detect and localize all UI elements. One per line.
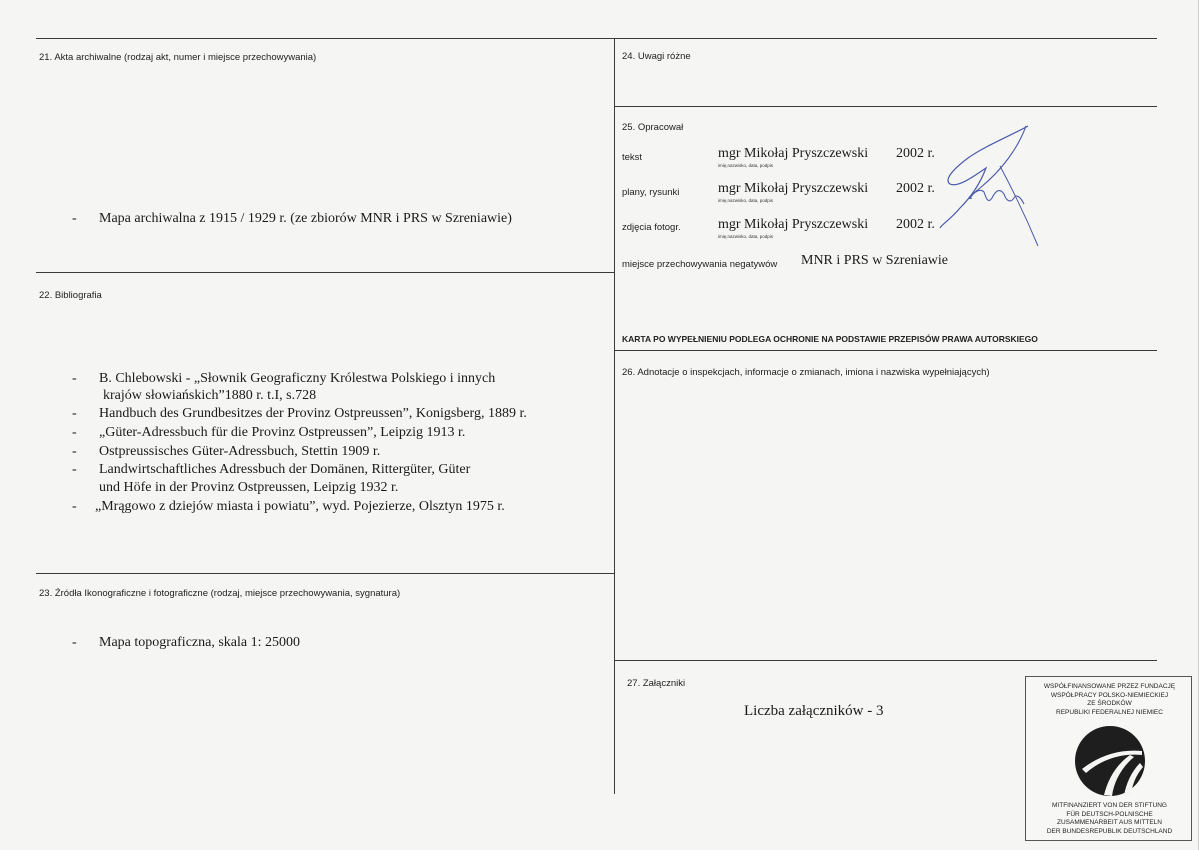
center-divider-line bbox=[614, 38, 615, 794]
attachments-count: Liczba załączników - 3 bbox=[744, 703, 884, 719]
bibliography-item: „Güter-Adressbuch für die Provinz Ostpreussen”, Leipzig 1913 r. bbox=[99, 425, 466, 440]
stamp-line: REPUBLIKI FEDERALNEJ NIEMIEC bbox=[1056, 708, 1163, 716]
author-caption-photos: imię,nazwisko, data, podpis bbox=[718, 234, 774, 239]
stamp-line: ZUSAMMENARBEIT AUS MITTELN bbox=[1057, 819, 1162, 826]
bibliography-item: Handbuch des Grundbesitzes der Provinz Ostpreussen”, Konigsberg, 1889 r. bbox=[99, 406, 527, 421]
section-23-item: Mapa topograficzna, skala 1: 25000 bbox=[99, 635, 300, 650]
divider-25-26 bbox=[614, 350, 1157, 351]
copyright-notice: KARTA PO WYPEŁNIENIU PODLEGA OCHRONIE NA PODSTAWIE PRZEPISÓW PRAWA AUTORSKIEGO bbox=[622, 334, 1038, 344]
section-26-title: 26. Adnotacje o inspekcjach, informacje o zmianach, imiona i nazwiska wypełniających) bbox=[622, 367, 990, 378]
author-year-text: 2002 r. bbox=[896, 146, 935, 161]
list-dash: - bbox=[72, 635, 77, 650]
list-dash: - bbox=[72, 462, 77, 477]
author-caption-text: imię,nazwisko, data, podpis bbox=[718, 163, 774, 168]
section-21-title: 21. Akta archiwalne (rodzaj akt, numer i miejsce przechowywania) bbox=[39, 52, 317, 63]
bibliography-item: Landwirtschaftliches Adressbuch der Domänen, Rittergüter, Güter bbox=[99, 462, 471, 477]
bibliography-item-continuation: krajów słowiańskich”1880 r. t.I, s.728 bbox=[103, 388, 317, 403]
stamp-line: MITFINANZIERT VON DER STIFTUNG bbox=[1052, 802, 1167, 809]
section-21-item: Mapa archiwalna z 1915 / 1929 r. (ze zbiorów MNR i PRS w Szreniawie) bbox=[99, 211, 512, 226]
top-border-line bbox=[36, 38, 1157, 39]
foundation-logo-icon bbox=[1074, 725, 1146, 797]
list-dash: - bbox=[72, 406, 77, 421]
author-row-label-text: tekst bbox=[622, 152, 643, 163]
bibliography-item-continuation: und Höfe in der Provinz Ostpreussen, Leipzig 1932 r. bbox=[99, 480, 399, 495]
list-dash: - bbox=[72, 444, 77, 459]
stamp-line: DER BUNDESREPUBLIK DEUTSCHLAND bbox=[1046, 827, 1173, 835]
list-dash: - bbox=[72, 371, 77, 386]
author-row-label-plans: plany, rysunki bbox=[622, 187, 680, 198]
list-dash: - bbox=[72, 425, 77, 440]
stamp-line: WSPÓŁPRACY POLSKO-NIEMIECKIEJ bbox=[1050, 691, 1169, 699]
divider-21-22 bbox=[36, 272, 614, 273]
section-25-title: 25. Opracował bbox=[622, 122, 684, 133]
divider-22-23 bbox=[36, 573, 614, 574]
section-22-title: 22. Bibliografia bbox=[39, 290, 102, 301]
stamp-line: FÜR DEUTSCH-POLNISCHE bbox=[1066, 810, 1153, 818]
author-year-photos: 2002 r. bbox=[896, 217, 935, 232]
author-name-photos: mgr Mikołaj Pryszczewski bbox=[718, 217, 869, 232]
bibliography-item: B. Chlebowski - „Słownik Geograficzny Królestwa Polskiego i innych bbox=[99, 371, 496, 386]
author-row-label-photos: zdjęcia fotogr. bbox=[622, 222, 681, 233]
stamp-line: WSPÓŁFINANSOWANE PRZEZ FUNDACJĘ bbox=[1043, 683, 1176, 690]
author-year-plans: 2002 r. bbox=[896, 181, 935, 196]
list-dash: - bbox=[72, 499, 77, 514]
author-name-text: mgr Mikołaj Pryszczewski bbox=[718, 146, 869, 161]
section-27-title: 27. Załączniki bbox=[627, 678, 686, 689]
author-name-plans: mgr Mikołaj Pryszczewski bbox=[718, 181, 869, 196]
bibliography-item: Ostpreussisches Güter-Adressbuch, Stettin 1909 r. bbox=[99, 444, 381, 459]
funding-stamp bbox=[1025, 676, 1192, 841]
divider-24-25 bbox=[614, 106, 1157, 107]
section-24-title: 24. Uwagi różne bbox=[622, 51, 691, 62]
bibliography-item: „Mrągowo z dziejów miasta i powiatu”, wyd. Pojezierze, Olsztyn 1975 r. bbox=[95, 499, 505, 514]
negatives-label: miejsce przechowywania negatywów bbox=[622, 259, 778, 270]
divider-26-27 bbox=[614, 660, 1157, 661]
list-dash: - bbox=[72, 211, 77, 226]
author-caption-plans: imię,nazwisko, data, podpis bbox=[718, 198, 774, 203]
handwritten-signature bbox=[930, 118, 1050, 253]
section-23-title: 23. Źródła Ikonograficzne i fotograficzne (rodzaj, miejsce przechowywania, sygnatura) bbox=[39, 588, 401, 599]
negatives-value: MNR i PRS w Szreniawie bbox=[801, 253, 948, 268]
stamp-line: ZE ŚRODKÓW bbox=[1087, 700, 1132, 707]
